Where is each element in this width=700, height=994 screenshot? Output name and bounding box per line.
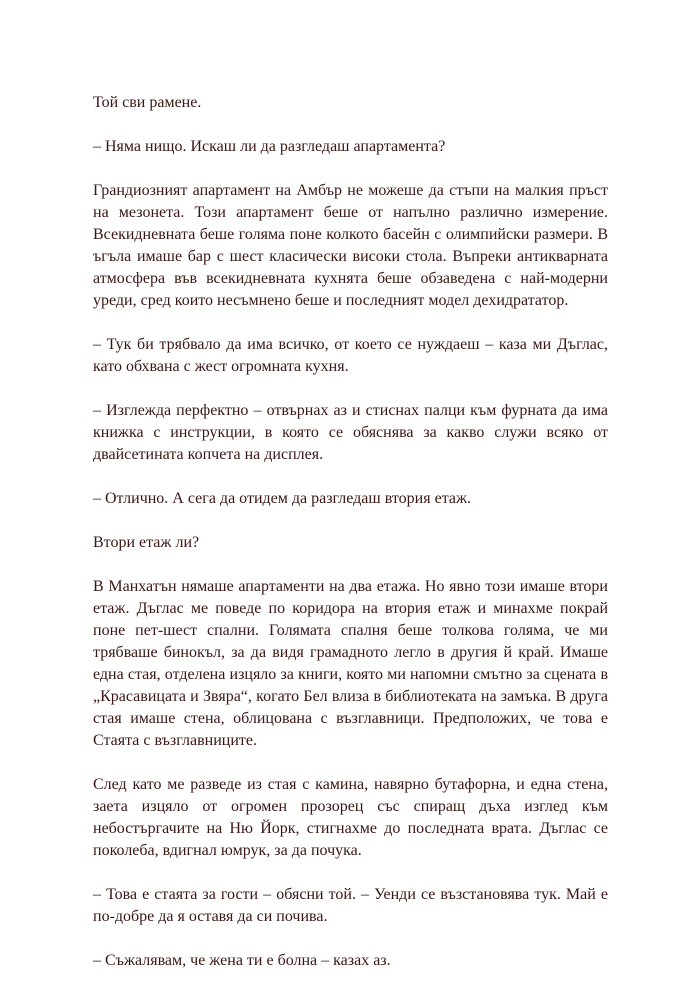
paragraph-1: Той сви рамене. <box>93 94 202 111</box>
paragraph-6: – Отлично. А сега да отидем да разгледаш втория етаж. <box>93 490 472 507</box>
paragraph-3: Грандиозният апартамент на Амбър не можеше да стъпи на малкия пръст на мезонета. Този апартамент беше от напълно различно измерение. Всекидневната беше голяма поне колкото басейн с олимпийски размери. В ъгъла имаше бар с шест класически високи стола. Въпреки антикварната атмосфера във всекидневната кухнята беше обзаведена с най-модерни уреди, сред които несъмнено беше и последният модел дехидрататор. <box>93 182 608 309</box>
paragraph-11: – Съжалявам, че жена ти е болна – казах аз. <box>93 952 391 969</box>
paragraph-7: Втори етаж ли? <box>93 534 200 551</box>
paragraph-9: След като ме разведе из стая с камина, навярно бутафорна, и една стена, заета изцяло от огромен прозорец със спиращ дъха изглед към небостъргачите на Ню Йорк, стигнахме до последната врата. Дъглас се поколеба, вдигнал юмрук, за да почука. <box>93 776 608 859</box>
document-page <box>93 92 608 994</box>
paragraph-2: – Няма нищо. Искаш ли да разгледаш апартамента? <box>93 138 446 155</box>
paragraph-10: – Това е стаята за гости – обясни той. – Уенди се възстановява тук. Май е по-добре да я оставя да си почива. <box>93 886 608 925</box>
paragraph-4: – Тук би трябвало да има всичко, от което се нуждаеш – каза ми Дъглас, като обхвана с жест огромната кухня. <box>93 336 608 375</box>
paragraph-5: – Изглежда перфектно – отвърнах аз и стиснах палци към фурната да има книжка с инструкции, в която се обяснява за какво служи всяко от двайсетината копчета на дисплея. <box>93 402 608 463</box>
paragraph-8: В Манхатън нямаше апартаменти на два етажа. Но явно този имаше втори етаж. Дъглас ме поведе по коридора на втория етаж и минахме покрай поне пет-шест спални. Голямата спалня беше толкова голяма, че ми трябваше бинокъл, за да видя грамадното легло в другия й край. Имаше една стая, отделена изцяло за книги, която ми напомни смътно за сцената в „Красавицата и Звяра“, когато Бел влиза в библиотеката на замъка. В друга стая имаше стена, облицована с възглавници. Предположих, че това е Стаята с възглавниците. <box>93 578 608 749</box>
